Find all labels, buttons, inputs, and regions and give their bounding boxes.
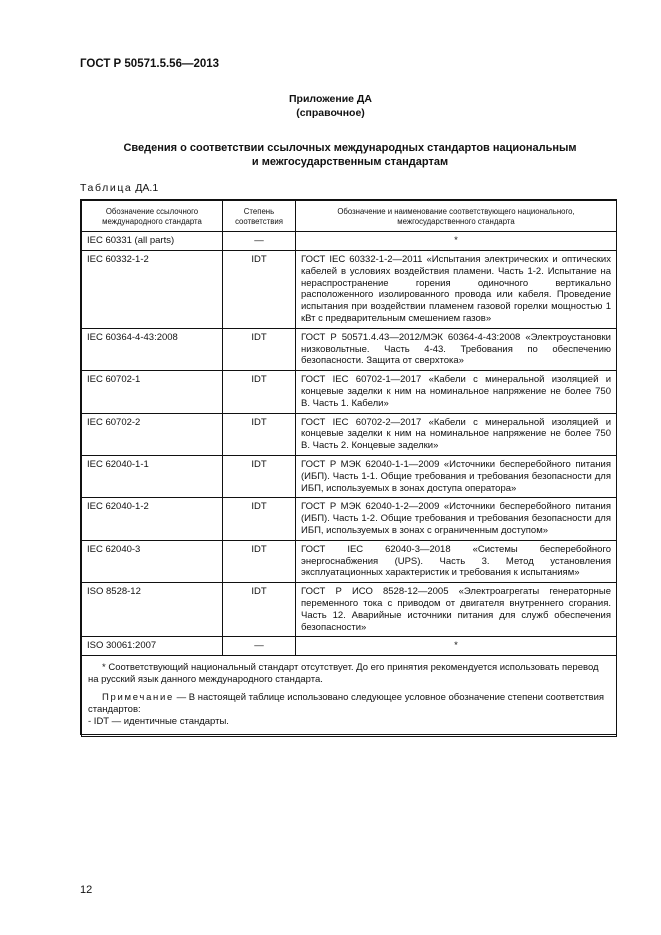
section-title-line-2: и межгосударственным стандартам [251, 156, 449, 168]
cell-degree: IDT [223, 371, 296, 413]
table-row [82, 498, 617, 540]
note-text: — В настоящей таблице использовано следующее условное обозначение степени соответствия стандартов: [88, 692, 605, 716]
cell-reference: IEC 60364-4-43:2008 [82, 328, 223, 370]
page-number: 12 [80, 884, 93, 896]
cell-degree: IDT [223, 498, 296, 540]
cell-degree: IDT [223, 583, 296, 637]
table-caption-id: ДА.1 [135, 182, 159, 194]
cell-reference: ISO 8528-12 [82, 583, 223, 637]
cell-national: ГОСТ IEC 60332-1-2—2011 «Испытания электрических и оптических кабелей в условиях воздействия пламени. Часть 1-2. Испытание на нераспространение горения одиночного вертикально расположенного изолированного провода или кабеля. Проведение испытания при воздействии пламенем газовой горелки мощностью 1 кВт с предварительным смешением газов» [296, 251, 617, 329]
column-header-degree: Степень соответствия [223, 201, 296, 232]
correspondence-table [81, 200, 617, 737]
cell-reference: IEC 62040-1-1 [82, 455, 223, 497]
cell-degree: IDT [223, 413, 296, 455]
cell-reference: IEC 60702-1 [82, 371, 223, 413]
table-caption [80, 182, 158, 194]
cell-degree: — [223, 232, 296, 251]
cell-national: ГОСТ Р 50571.4.43—2012/МЭК 60364-4-43:2008 «Электроустановки низковольтные. Часть 4-43. Требования по обеспечению безопасности. Защита от сверхтока» [296, 328, 617, 370]
table-row [82, 455, 617, 497]
cell-reference: IEC 60332-1-2 [82, 251, 223, 329]
table-row [82, 413, 617, 455]
cell-national: * [296, 232, 617, 251]
cell-reference: IEC 62040-1-2 [82, 498, 223, 540]
table-footer-row [82, 656, 617, 737]
table-row [82, 232, 617, 251]
cell-degree: IDT [223, 251, 296, 329]
column-header-reference: Обозначение ссылочного международного стандарта [82, 201, 223, 232]
cell-degree: — [223, 637, 296, 656]
section-title-line-1: Сведения о соответствии ссылочных международных стандартов национальным [123, 142, 577, 154]
cell-national: * [296, 637, 617, 656]
note [88, 692, 610, 716]
cell-national: ГОСТ IEC 62040-3—2018 «Системы бесперебойного энергоснабжения (UPS). Часть 3. Метод установления эксплуатационных характеристик и требования к испытаниям» [296, 540, 617, 582]
cell-national: ГОСТ Р МЭК 62040-1-1—2009 «Источники бесперебойного питания (ИБП). Часть 1-1. Общие требования и требования безопасности для ИБП, используемых в зонах доступа оператора» [296, 455, 617, 497]
table-row [82, 637, 617, 656]
cell-national: ГОСТ Р ИСО 8528-12—2005 «Электроагрегаты генераторные переменного тока с приводом от двигателя внутреннего сгорания. Часть 12. Аварийные источники питания для служб обеспечения безопасности» [296, 583, 617, 637]
table-row [82, 371, 617, 413]
cell-reference: IEC 62040-3 [82, 540, 223, 582]
table-row [82, 251, 617, 329]
table-row [82, 583, 617, 637]
cell-degree: IDT [223, 328, 296, 370]
cell-reference: IEC 60331 (all parts) [82, 232, 223, 251]
cell-national: ГОСТ IEC 60702-1—2017 «Кабели с минеральной изоляцией и концевые заделки к ним на номинальное напряжение не более 750 В. Часть 1. Кабели» [296, 371, 617, 413]
cell-national: ГОСТ IEC 60702-2—2017 «Кабели с минеральной изоляцией и концевые заделки к ним на номинальное напряжение не более 750 В. Часть 2. Концевые заделки» [296, 413, 617, 455]
appendix-title: Приложение ДА [289, 93, 372, 105]
cell-national: ГОСТ Р МЭК 62040-1-2—2009 «Источники бесперебойного питания (ИБП). Часть 1-2. Общие требования и требования безопасности для ИБП, используемых в зонах с ограниченным доступом» [296, 498, 617, 540]
column-header-national: Обозначение и наименование соответствующего национального, межгосударственного стандарта [296, 201, 617, 232]
section-title [80, 141, 620, 169]
footnote: * Соответствующий национальный стандарт отсутствует. До его принятия рекомендуется использовать перевод на русский язык данного международного стандарта. [88, 662, 599, 686]
appendix-subtitle: (справочное) [296, 107, 365, 119]
document-header: ГОСТ Р 50571.5.56—2013 [80, 58, 220, 70]
cell-degree: IDT [223, 455, 296, 497]
cell-reference: ISO 30061:2007 [82, 637, 223, 656]
table-row [82, 328, 617, 370]
table-header-row [82, 201, 617, 232]
cell-degree: IDT [223, 540, 296, 582]
cell-reference: IEC 60702-2 [82, 413, 223, 455]
table-caption-prefix: Таблица [80, 182, 133, 194]
note-item: - IDT — идентичные стандарты. [88, 716, 229, 728]
note-label: Примечание [102, 692, 174, 704]
appendix-heading [0, 92, 661, 120]
table-notes [82, 656, 617, 737]
table-row [82, 540, 617, 582]
